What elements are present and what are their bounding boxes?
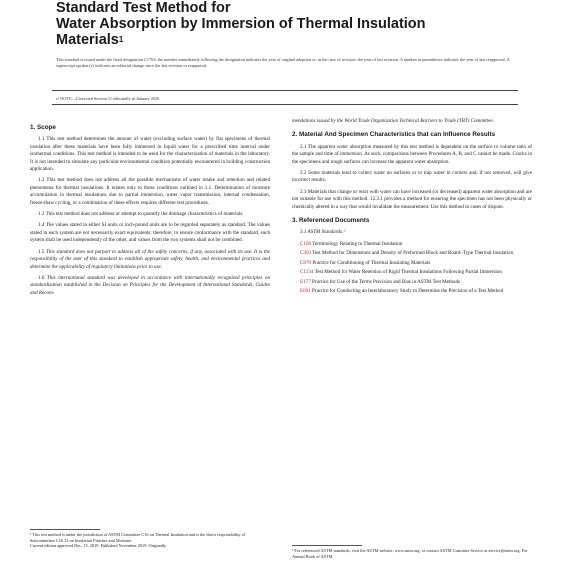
footnote-rule-right <box>292 545 362 546</box>
reference-title: Test Method for Dimensions and Density of Preformed Block and Board–Type Thermal Insulation <box>312 250 514 257</box>
reference-link[interactable]: C870 <box>300 259 312 266</box>
para-text: This test method does not address or attempt to quantify the drainage characteristics of materials. <box>45 211 244 218</box>
title-line-3 <box>56 32 526 48</box>
paragraph-1-2 <box>30 177 270 207</box>
reference-title: Practice for Conducting an Interlaboratory Study to Determine the Precision of a Test Method <box>312 287 504 294</box>
para-num: 1.3 <box>38 211 45 218</box>
reference-item <box>292 269 532 276</box>
designation-notice: This standard is issued under the fixed designation C1763; the number immediately following the designation indicates the year of original adoption or, in the case of revision, the year of last revision. A number in parentheses indicates the year of last reapproval. A superscript epsilon (ε) indicates an editorial change since the last revision or reapproval. <box>56 57 510 68</box>
footnotes-left <box>30 532 270 549</box>
reference-title: Test Method for Water Retention of Rigid Thermal Insulations Following Partial Immersion <box>314 269 502 276</box>
para-text: This standard does not purport to address all of the safety concerns, if any, associated with its use. It is the responsibility of the user of this standard to establish appropriate safety, health, and environmental practices and determine the applicability of regulatory limitations prior to use. <box>30 248 270 270</box>
reference-link[interactable]: C303 <box>300 250 312 257</box>
reference-link[interactable]: E177 <box>300 278 311 285</box>
reference-item <box>292 241 532 248</box>
astm-standards-label: 3.1 ASTM Standards:² <box>300 229 346 236</box>
section-3-heading: 3. Referenced Documents <box>292 217 370 225</box>
para-num: 1.4 <box>38 222 45 229</box>
para-text: Some materials tend to collect water on surfaces or to trap water in corners and, if not removed, will give incorrect results. <box>292 170 532 184</box>
para-num: 1.5 <box>38 248 45 255</box>
para-text: This international standard was developed in accordance with internationally recognized principles on standardization established in the Decision on Principles for the Development of International Standards, Guides and Recom- <box>30 274 270 296</box>
para-num: 2.3 <box>300 188 307 195</box>
title-footnote-mark: 1 <box>118 35 124 44</box>
para-num: 2.1 <box>300 143 307 150</box>
title-line-3-text: Materials <box>56 32 119 48</box>
paragraph-2-2 <box>292 170 532 185</box>
para-text: The values stated in either SI units or inch-pound units are to be regarded separately as standard. The values stated in each system are not necessarily exact equivalents; therefore, to ensure conformance with the standard, each system shall be used independently of the other, and values from the two systems shall not be combined. <box>30 222 271 244</box>
document-title <box>56 0 526 48</box>
paragraph-2-3 <box>292 189 532 211</box>
section-2-heading: 2. Material And Specimen Characteristics that can Influence Results <box>292 131 496 139</box>
reference-item <box>292 279 532 286</box>
title-line-2: Water Absorption by Immersion of Thermal Insulation <box>56 16 426 32</box>
reference-link[interactable]: C168 <box>300 240 312 247</box>
para-num: 1.6 <box>38 274 45 281</box>
para-num: 1.2 <box>38 177 45 184</box>
editorial-note: ε¹ NOTE—Corrected Section 11 editorially in January 2020. <box>56 96 161 101</box>
footnote-rule-left <box>30 529 100 530</box>
paragraph-1-1 <box>30 136 270 173</box>
reference-link[interactable]: C1134 <box>300 269 314 276</box>
header-divider-bottom <box>52 104 518 105</box>
paragraph-1-3 <box>30 211 270 218</box>
reference-title: Terminology Relating to Thermal Insulation <box>312 240 403 247</box>
reference-link[interactable]: E691 <box>300 287 311 294</box>
reference-item <box>292 288 532 295</box>
footnote-1-continued: Current edition approved Dec. 15, 2019. Published November 2019. Originally <box>30 543 167 549</box>
para-text: This test method determines the amount of water (excluding surface water) by flat specimens of thermal insulation after these materials have been fully immersed in liquid water for a prescribed time interval under isothermal conditions. This test method is intended to be used for the characterization of materials in the laboratory. It is not intended to simulate any particular environmental condition potentially encountered in building construction application. <box>30 136 271 173</box>
header-divider-top <box>52 90 518 91</box>
footnote-1: ¹ This test method is under the jurisdiction of ASTM Committee C16 on Thermal Insulation and is the direct responsibility of Subcommittee C16.33 on Insulation Finishes and Moisture. <box>30 532 246 543</box>
paragraph-1-4 <box>30 222 270 244</box>
reference-item <box>292 260 532 267</box>
scope-heading: 1. Scope <box>30 124 56 131</box>
para-num: 1.1 <box>38 136 45 143</box>
para-num: 2.2 <box>300 170 307 177</box>
reference-title: Practice for Conditioning of Thermal Insulating Materials <box>312 259 431 266</box>
para-text: Materials that change or react with water can have increased (or decreased) apparent water absorption and are not suitable for use with this method. 12.3.1 provides a method for ensuring the specimen has not been physically or chemically altered in a way that would invalidate the measurement. Use this method in cases of dispute. <box>292 188 532 210</box>
right-column <box>292 118 532 297</box>
continuation-text: mendations issued by the World Trade Organization Technical Barriers to Trade (TBT) Committee. <box>292 118 494 124</box>
title-line-1: Standard Test Method for <box>56 0 231 16</box>
paragraph-2-1 <box>292 144 532 166</box>
left-column <box>30 118 270 301</box>
paragraph-1-5 <box>30 249 270 271</box>
reference-title: Practice for Use of the Terms Precision and Bias in ASTM Test Methods <box>312 278 460 285</box>
footnotes-right <box>292 548 532 559</box>
para-text: This test method does not address all the possible mechanisms of water intake and retention and related phenomena for thermal insulations. It relates only to those conditions outlined in 1.1. Determination of moisture accumulation in thermal insulations due to partial immersion, water vapor transmission, internal condensation, freeze-thaw cycling, or a combination of these effects requires different test procedures. <box>30 177 270 206</box>
reference-item <box>292 250 532 257</box>
para-text: The apparent water absorption measured by this test method is dependent on the surface to volume ratio of the sample and time of immersion. As such, comparisons between Procedures A, B, and C cannot be made. Cracks in the specimens and rough surfaces can increase the apparent water absorption. <box>292 143 532 165</box>
footnote-2: ² For referenced ASTM standards, visit the ASTM website, www.astm.org, or contact ASTM Customer Service at service@astm.org. For Annual Book of ASTM <box>292 548 528 559</box>
paragraph-1-6 <box>30 275 270 297</box>
